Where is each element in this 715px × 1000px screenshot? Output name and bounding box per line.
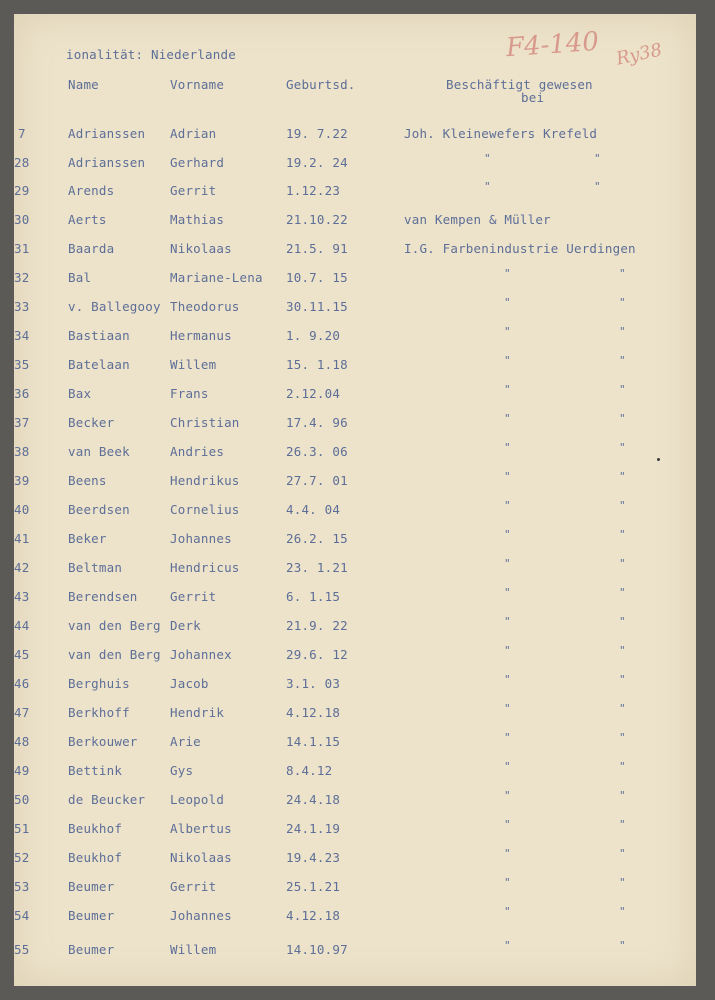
- column-header-employer: Beschäftigt gewesen: [446, 77, 593, 92]
- row-number: 30: [14, 212, 30, 227]
- column-header-name: Name: [68, 77, 99, 92]
- ditto-mark-employer: ": [504, 325, 511, 338]
- ditto-mark-city: ": [619, 586, 626, 599]
- first-name-cell: Willem: [170, 357, 217, 372]
- surname-cell: Arends: [68, 183, 115, 198]
- ditto-mark-city: ": [619, 876, 626, 889]
- birth-date-cell: 14.10.97: [286, 942, 348, 957]
- surname-cell: Beker: [68, 531, 107, 546]
- first-name-cell: Nikolaas: [170, 850, 232, 865]
- ditto-mark-employer: ": [504, 818, 511, 831]
- ditto-mark-city: ": [619, 939, 626, 952]
- first-name-cell: Hendrik: [170, 705, 225, 720]
- surname-cell: Berkouwer: [68, 734, 138, 749]
- row-number: 7: [18, 126, 26, 141]
- first-name-cell: Hermanus: [170, 328, 232, 343]
- birth-date-cell: 26.3. 06: [286, 444, 348, 459]
- birth-date-cell: 26.2. 15: [286, 531, 348, 546]
- row-number: 47: [14, 705, 30, 720]
- birth-date-cell: 29.6. 12: [286, 647, 348, 662]
- row-number: 38: [14, 444, 30, 459]
- row-number: 44: [14, 618, 30, 633]
- ditto-mark-city: ": [619, 760, 626, 773]
- ditto-mark-city: ": [619, 789, 626, 802]
- ditto-mark-employer: ": [504, 905, 511, 918]
- row-number: 28: [14, 155, 30, 170]
- row-number: 41: [14, 531, 30, 546]
- surname-cell: van den Berg: [68, 618, 161, 633]
- surname-cell: Becker: [68, 415, 115, 430]
- ditto-mark-city: ": [619, 383, 626, 396]
- first-name-cell: Gerrit: [170, 183, 217, 198]
- ditto-mark-employer: ": [504, 789, 511, 802]
- row-number: 40: [14, 502, 30, 517]
- ditto-mark-employer: ": [504, 383, 511, 396]
- first-name-cell: Hendricus: [170, 560, 240, 575]
- ditto-mark-employer: ": [504, 441, 511, 454]
- birth-date-cell: 19. 7.22: [286, 126, 348, 141]
- ditto-mark-employer: ": [504, 499, 511, 512]
- first-name-cell: Theodorus: [170, 299, 240, 314]
- surname-cell: Bax: [68, 386, 92, 401]
- employer-cell: van Kempen & Müller: [404, 212, 551, 227]
- surname-cell: Beukhof: [68, 821, 123, 836]
- row-number: 43: [14, 589, 30, 604]
- first-name-cell: Gerrit: [170, 879, 217, 894]
- row-number: 36: [14, 386, 30, 401]
- ditto-mark-city: ": [619, 644, 626, 657]
- surname-cell: van Beek: [68, 444, 130, 459]
- surname-cell: Adrianssen: [68, 126, 146, 141]
- employer-cell: Joh. Kleinewefers Krefeld: [404, 126, 598, 141]
- ditto-mark-city: ": [619, 673, 626, 686]
- surname-cell: Beukhof: [68, 850, 123, 865]
- row-number: 35: [14, 357, 30, 372]
- row-number: 34: [14, 328, 30, 343]
- birth-date-cell: 21.5. 91: [286, 241, 348, 256]
- birth-date-cell: 24.4.18: [286, 792, 341, 807]
- surname-cell: Beumer: [68, 908, 115, 923]
- column-header-first-name: Vorname: [170, 77, 225, 92]
- row-number: 55: [14, 942, 30, 957]
- first-name-cell: Derk: [170, 618, 201, 633]
- row-number: 51: [14, 821, 30, 836]
- ditto-mark-employer: ": [504, 876, 511, 889]
- ditto-mark-city: ": [619, 818, 626, 831]
- surname-cell: Baarda: [68, 241, 115, 256]
- first-name-cell: Gerhard: [170, 155, 225, 170]
- handwritten-reference-code: Ry38: [614, 39, 664, 70]
- first-name-cell: Albertus: [170, 821, 232, 836]
- birth-date-cell: 25.1.21: [286, 879, 341, 894]
- ditto-mark-city: ": [619, 325, 626, 338]
- ditto-mark-employer: ": [504, 760, 511, 773]
- employer-cell: I.G. Farbenindustrie Uerdingen: [404, 241, 636, 256]
- first-name-cell: Jacob: [170, 676, 209, 691]
- ditto-mark-city: ": [619, 296, 626, 309]
- surname-cell: Beltman: [68, 560, 123, 575]
- column-header-birth-date: Geburtsd.: [286, 77, 356, 92]
- ditto-mark-employer: ": [484, 180, 491, 193]
- row-number: 45: [14, 647, 30, 662]
- row-number: 32: [14, 270, 30, 285]
- row-number: 29: [14, 183, 30, 198]
- ditto-mark-city: ": [619, 905, 626, 918]
- first-name-cell: Nikolaas: [170, 241, 232, 256]
- ditto-mark-employer: ": [504, 673, 511, 686]
- ditto-mark-employer: ": [504, 939, 511, 952]
- row-number: 53: [14, 879, 30, 894]
- first-name-cell: Arie: [170, 734, 201, 749]
- first-name-cell: Mathias: [170, 212, 225, 227]
- column-header-employer-line2: bei: [521, 90, 545, 105]
- birth-date-cell: 21.9. 22: [286, 618, 348, 633]
- ditto-mark-employer: ": [504, 644, 511, 657]
- ditto-mark-employer: ": [504, 586, 511, 599]
- ditto-mark-employer: ": [504, 470, 511, 483]
- row-number: 49: [14, 763, 30, 778]
- first-name-cell: Frans: [170, 386, 209, 401]
- first-name-cell: Hendrikus: [170, 473, 240, 488]
- birth-date-cell: 30.11.15: [286, 299, 348, 314]
- birth-date-cell: 4.4. 04: [286, 502, 341, 517]
- surname-cell: Beumer: [68, 942, 115, 957]
- birth-date-cell: 4.12.18: [286, 908, 341, 923]
- first-name-cell: Johannes: [170, 908, 232, 923]
- surname-cell: Bastiaan: [68, 328, 130, 343]
- row-number: 37: [14, 415, 30, 430]
- row-number: 48: [14, 734, 30, 749]
- row-number: 54: [14, 908, 30, 923]
- birth-date-cell: 19.4.23: [286, 850, 341, 865]
- ditto-mark-city: ": [619, 267, 626, 280]
- first-name-cell: Johannex: [170, 647, 232, 662]
- surname-cell: Aerts: [68, 212, 107, 227]
- ditto-mark-employer: ": [504, 296, 511, 309]
- row-number: 46: [14, 676, 30, 691]
- row-number: 39: [14, 473, 30, 488]
- birth-date-cell: 21.10.22: [286, 212, 348, 227]
- birth-date-cell: 15. 1.18: [286, 357, 348, 372]
- ditto-mark-employer: ": [504, 557, 511, 570]
- ditto-mark-city: ": [619, 528, 626, 541]
- ditto-mark-city: ": [619, 615, 626, 628]
- ditto-mark-city: ": [619, 499, 626, 512]
- surname-cell: Berkhoff: [68, 705, 130, 720]
- row-number: 42: [14, 560, 30, 575]
- surname-cell: de Beucker: [68, 792, 146, 807]
- ditto-mark-city: ": [619, 470, 626, 483]
- birth-date-cell: 1.12.23: [286, 183, 341, 198]
- first-name-cell: Andries: [170, 444, 225, 459]
- birth-date-cell: 14.1.15: [286, 734, 341, 749]
- birth-date-cell: 6. 1.15: [286, 589, 341, 604]
- first-name-cell: Mariane-Lena: [170, 270, 263, 285]
- ditto-mark-city: ": [594, 180, 601, 193]
- first-name-cell: Johannes: [170, 531, 232, 546]
- row-number: 50: [14, 792, 30, 807]
- ditto-mark-employer: ": [504, 528, 511, 541]
- ditto-mark-city: ": [619, 557, 626, 570]
- first-name-cell: Cornelius: [170, 502, 240, 517]
- ditto-mark-city: ": [619, 441, 626, 454]
- surname-cell: van den Berg: [68, 647, 161, 662]
- first-name-cell: Gys: [170, 763, 194, 778]
- ditto-mark-employer: ": [504, 615, 511, 628]
- surname-cell: Berghuis: [68, 676, 130, 691]
- birth-date-cell: 2.12.04: [286, 386, 341, 401]
- nationality-heading: ionalität: Niederlande: [66, 47, 236, 62]
- first-name-cell: Adrian: [170, 126, 217, 141]
- first-name-cell: Willem: [170, 942, 217, 957]
- ditto-mark-employer: ": [504, 412, 511, 425]
- surname-cell: Berendsen: [68, 589, 138, 604]
- surname-cell: Beerdsen: [68, 502, 130, 517]
- birth-date-cell: 23. 1.21: [286, 560, 348, 575]
- surname-cell: Bettink: [68, 763, 123, 778]
- row-number: 33: [14, 299, 30, 314]
- birth-date-cell: 19.2. 24: [286, 155, 348, 170]
- surname-cell: v. Ballegooy: [68, 299, 161, 314]
- birth-date-cell: 1. 9.20: [286, 328, 341, 343]
- ditto-mark-city: ": [619, 847, 626, 860]
- document-page: [14, 14, 696, 986]
- ditto-mark-city: ": [619, 702, 626, 715]
- surname-cell: Bal: [68, 270, 92, 285]
- surname-cell: Batelaan: [68, 357, 130, 372]
- ditto-mark-city: ": [619, 354, 626, 367]
- ditto-mark-employer: ": [504, 847, 511, 860]
- ditto-mark-employer: ": [504, 267, 511, 280]
- birth-date-cell: 4.12.18: [286, 705, 341, 720]
- ditto-mark-employer: ": [504, 354, 511, 367]
- ink-speck: [657, 458, 660, 461]
- first-name-cell: Leopold: [170, 792, 225, 807]
- row-number: 52: [14, 850, 30, 865]
- handwritten-reference-number: F4-140: [505, 26, 600, 64]
- birth-date-cell: 24.1.19: [286, 821, 341, 836]
- birth-date-cell: 27.7. 01: [286, 473, 348, 488]
- birth-date-cell: 8.4.12: [286, 763, 333, 778]
- ditto-mark-city: ": [594, 152, 601, 165]
- ditto-mark-employer: ": [504, 731, 511, 744]
- surname-cell: Beens: [68, 473, 107, 488]
- ditto-mark-employer: ": [484, 152, 491, 165]
- ditto-mark-city: ": [619, 731, 626, 744]
- birth-date-cell: 10.7. 15: [286, 270, 348, 285]
- birth-date-cell: 17.4. 96: [286, 415, 348, 430]
- surname-cell: Adrianssen: [68, 155, 146, 170]
- ditto-mark-city: ": [619, 412, 626, 425]
- surname-cell: Beumer: [68, 879, 115, 894]
- first-name-cell: Gerrit: [170, 589, 217, 604]
- ditto-mark-employer: ": [504, 702, 511, 715]
- birth-date-cell: 3.1. 03: [286, 676, 341, 691]
- row-number: 31: [14, 241, 30, 256]
- first-name-cell: Christian: [170, 415, 240, 430]
